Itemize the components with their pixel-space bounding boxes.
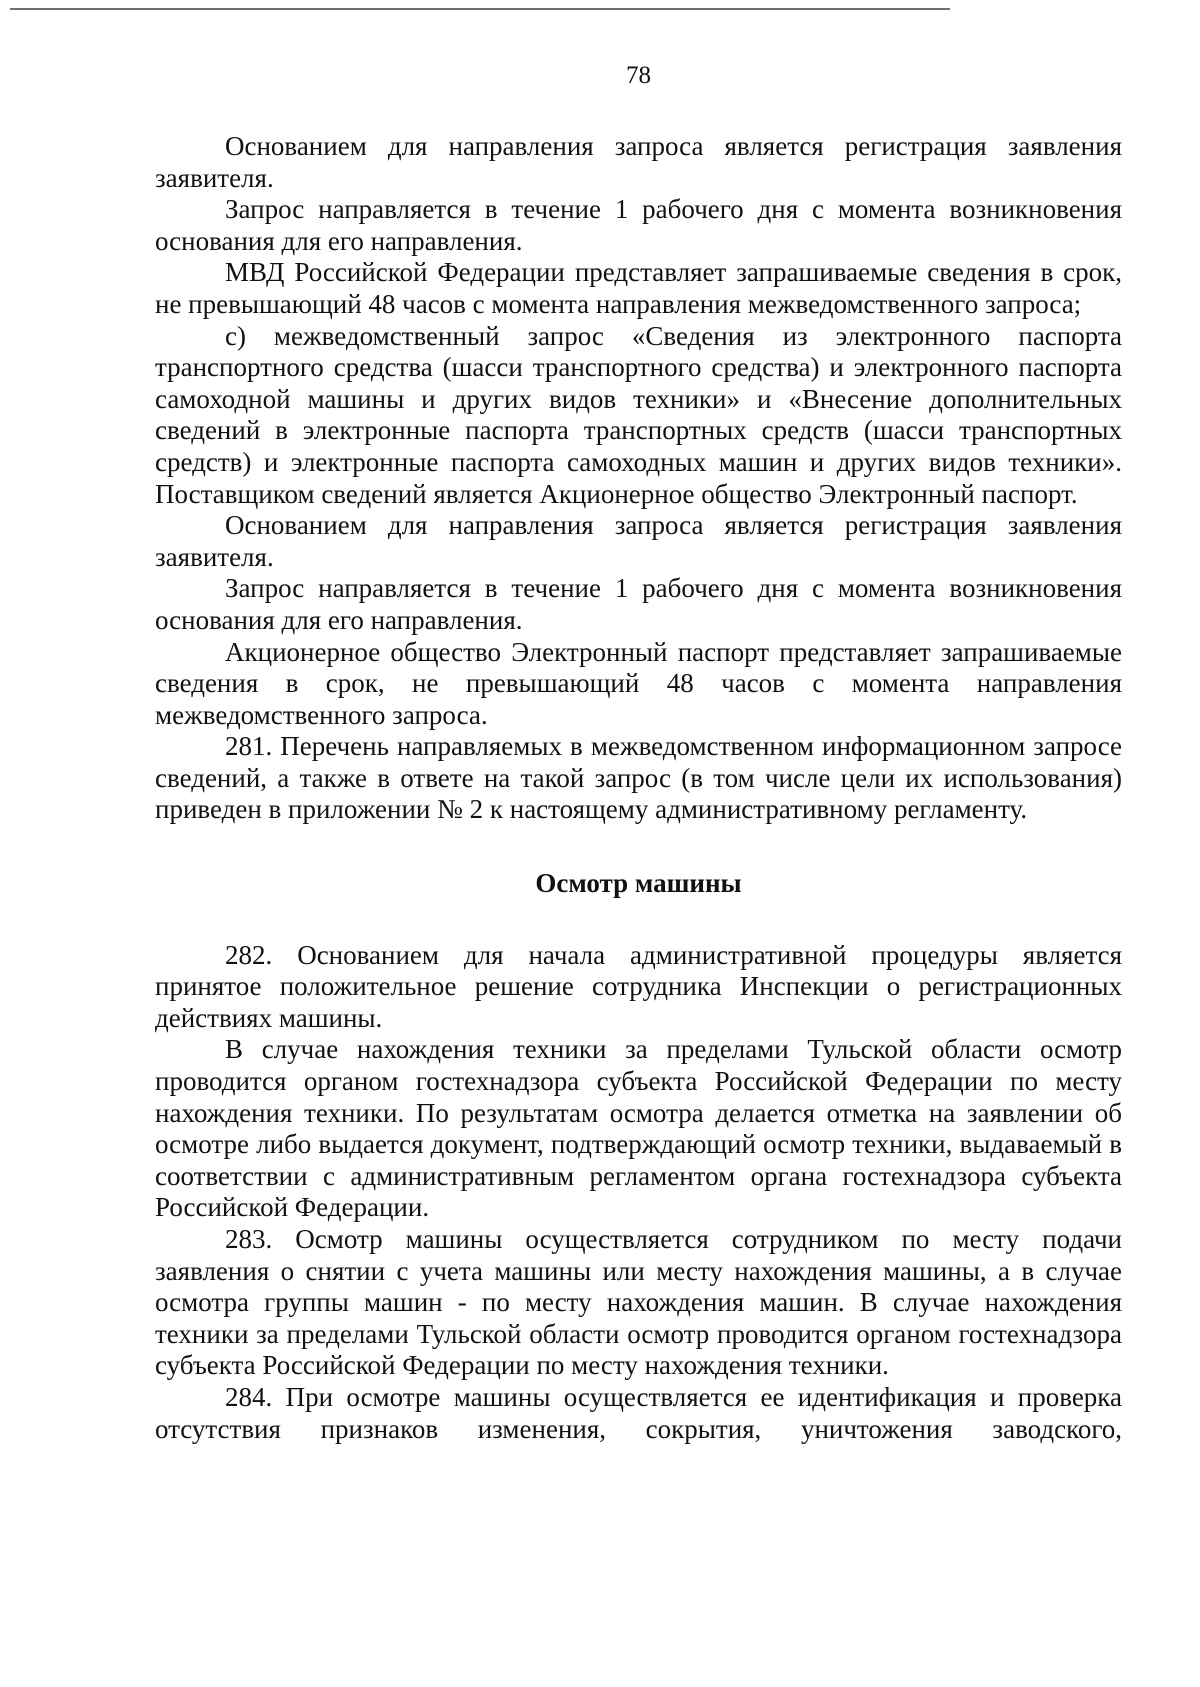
paragraph: В случае нахождения техники за пределами Тульской области осмотр проводится органом гостехнадзора субъекта Российской Федерации по месту нахождения техники. По результатам осмотра делается отметка на заявлении об осмотре либо выдается документ, подтверждающий осмотр техники, выдаваемый в соответствии с административным регламентом органа гостехнадзора субъекта Российской Федерации. [155, 1034, 1122, 1223]
paragraph: МВД Российской Федерации представляет запрашиваемые сведения в срок, не превышающий 48 часов с момента направления межведомственного запроса; [155, 257, 1122, 319]
document-body [155, 131, 1122, 1445]
paragraph: Акционерное общество Электронный паспорт представляет запрашиваемые сведения в срок, не превышающий 48 часов с момента направления межведомственного запроса. [155, 636, 1122, 730]
paragraph: Основанием для направления запроса является регистрация заявления заявителя. [155, 131, 1122, 193]
paragraph: Запрос направляется в течение 1 рабочего дня с момента возникновения основания для его направления. [155, 194, 1122, 256]
paragraph: с) межведомственный запрос «Сведения из электронного паспорта транспортного средства (шасси транспортного средства) и электронного паспорта самоходной машины и других видов техники» и «Внесение дополнительных сведений в электронные паспорта транспортных средств (шасси транспортных средств) и электронные паспорта самоходных машин и других видов техники». Поставщиком сведений является Акционерное общество Электронный паспорт. [155, 320, 1122, 509]
paragraph: 283. Осмотр машины осуществляется сотрудником по месту подачи заявления о снятии с учета машины или месту нахождения машины, а в случае осмотра группы машин - по месту нахождения машин. В случае нахождения техники за пределами Тульской области осмотр проводится органом гостехнадзора субъекта Российской Федерации по месту нахождения техники. [155, 1224, 1122, 1381]
scan-edge-line [10, 8, 950, 10]
paragraph-last: 284. При осмотре машины осуществляется ее идентификация и проверка отсутствия признаков изменения, сокрытия, уничтожения заводского, [155, 1381, 1122, 1444]
paragraph: Запрос направляется в течение 1 рабочего дня с момента возникновения основания для его направления. [155, 573, 1122, 635]
section-heading: Осмотр машины [535, 868, 742, 899]
paragraph: Основанием для направления запроса является регистрация заявления заявителя. [155, 510, 1122, 572]
paragraph: 282. Основанием для начала административной процедуры является принятое положительное решение сотрудника Инспекции о регистрационных действиях машины. [155, 939, 1122, 1033]
paragraph: 281. Перечень направляемых в межведомственном информационном запросе сведений, а также в ответе на такой запрос (в том числе цели их использования) приведен в приложении № 2 к настоящему административному регламенту. [155, 731, 1122, 825]
page-number: 78 [626, 62, 651, 89]
